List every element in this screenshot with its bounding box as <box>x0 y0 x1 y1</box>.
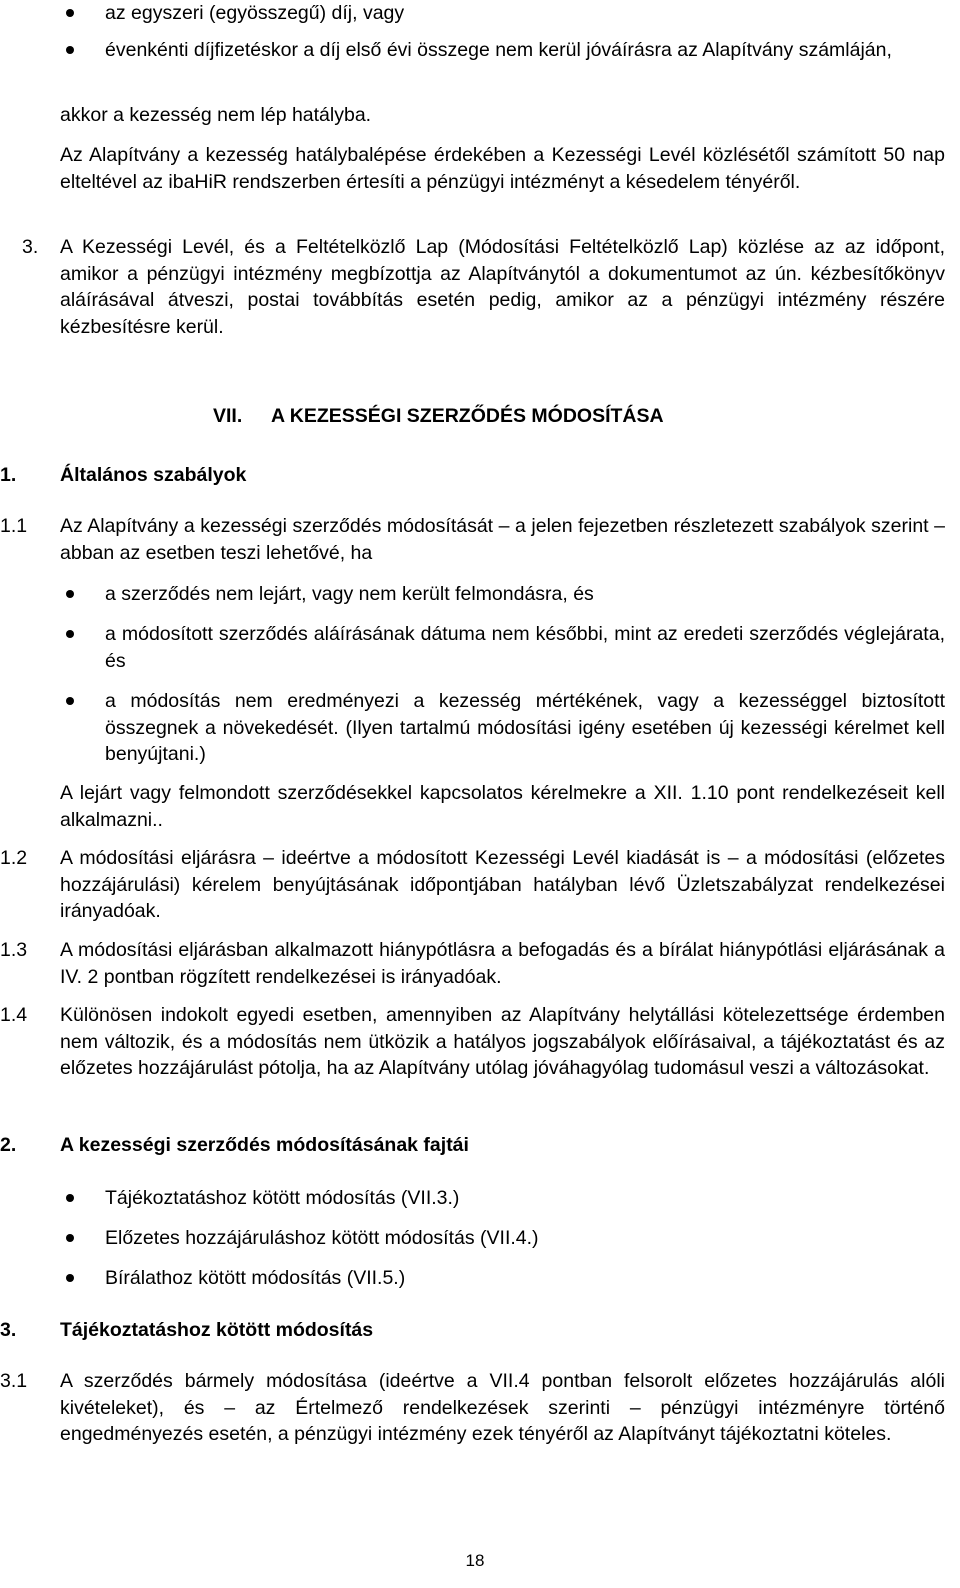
p11-bullet-3: a módosítás nem eredményezi a kezesség mértékének, vagy a kezességgel biztosított összegnek a növekedését. (Ilyen tartalmú módosítási igény esetében új kezességi kérelmet kell benyújtani.) <box>105 690 945 765</box>
p12-number: 1.2 <box>0 847 28 869</box>
intro-paragraph: Az Alapítvány a kezesség hatálybalépése érdekében a Kezességi Levél közlésétől számított 50 nap elteltével az ibaHiR rendszerben értesíti a pénzügyi intézményt a késedelem tényéről. <box>60 144 945 193</box>
p12-text: A módosítási eljárásra – ideértve a módosított Kezességi Levél kiadását is – a módosítási (előzetes hozzájárulási) kérelem benyújtásának időpontjában hatályban lévő Üzletszabályzat rendelkezései irányadóak. <box>60 847 945 922</box>
section-2-title: A kezességi szerződés módosításának fajtái <box>60 1134 469 1156</box>
bullet-dot <box>66 590 74 598</box>
p14-number: 1.4 <box>0 1004 28 1026</box>
section-2-bullet-1: Tájékoztatáshoz kötött módosítás (VII.3.) <box>105 1187 460 1209</box>
bullet-dot <box>66 630 74 638</box>
section-1-number: 1. <box>0 464 17 486</box>
p11-bullet-1: a szerződés nem lejárt, vagy nem került felmondásra, és <box>105 583 594 605</box>
section-2-bullet-2: Előzetes hozzájáruláshoz kötött módosítás (VII.4.) <box>105 1227 539 1249</box>
bullet-dot <box>66 1234 74 1242</box>
section-1-title: Általános szabályok <box>60 464 247 486</box>
intro-tail: akkor a kezesség nem lép hatályba. <box>60 104 372 126</box>
bullet-dot <box>66 9 74 17</box>
point-3-text: A Kezességi Levél, és a Feltételközlő Lap (Módosítási Feltételközlő Lap) közlése az az időpont, amikor a pénzügyi intézmény megbízottja az Alapítványtól a dokumentumot az ún. kézbesítőkönyv aláírásával átveszi, postai továbbítás esetén pedig, amikor az a pénzügyi intézmény részére kézbesítésre kerül. <box>60 236 945 338</box>
p13-number: 1.3 <box>0 939 28 961</box>
p11-number: 1.1 <box>0 515 28 537</box>
section-2-bullet-3: Bírálathoz kötött módosítás (VII.5.) <box>105 1267 406 1289</box>
chapter-number: VII. <box>213 405 243 427</box>
intro-bullet-1: az egyszeri (egyösszegű) díj, vagy <box>105 2 405 24</box>
p14-text: Különösen indokolt egyedi esetben, amennyiben az Alapítvány helytállási kötelezettsége érdemben nem változik, és a módosítás nem ütközik a hatályos jogszabályok előírásaival, a tájékoztatást és az előzetes hozzájárulást pótolja, ha az Alapítvány utólag jóváhagyólag tudomásul veszi a változásokat. <box>60 1004 945 1079</box>
p11-text: Az Alapítvány a kezességi szerződés módosítását – a jelen fejezetben részletezett szabályok szerint – abban az esetben teszi lehetővé, ha <box>60 515 945 564</box>
point-3-number: 3. <box>22 236 39 258</box>
bullet-dot <box>66 46 74 54</box>
p11-tail: A lejárt vagy felmondott szerződésekkel kapcsolatos kérelmekre a XII. 1.10 pont rendelkezéseit kell alkalmazni.. <box>60 782 945 831</box>
bullet-dot <box>66 697 74 705</box>
intro-bullet-2: évenkénti díjfizetéskor a díj első évi összege nem kerül jóváírásra az Alapítvány számláján, <box>105 39 892 61</box>
p31-text: A szerződés bármely módosítása (ideértve a VII.4 pontban felsorolt előzetes hozzájárulás alóli kivételeket), és – az Értelmező rendelkezések szerinti – pénzügyi intézményre történő engedményezés esetén, a pénzügyi intézmény ezek tényéről az Alapítványt tájékoztatni köteles. <box>60 1370 945 1445</box>
page-number: 18 <box>465 1551 485 1570</box>
p13-text: A módosítási eljárásban alkalmazott hiánypótlásra a befogadás és a bírálat hiánypótlási eljárásának a IV. 2 pontban rögzített rendelkezései is irányadóak. <box>60 939 945 988</box>
p31-number: 3.1 <box>0 1370 28 1392</box>
bullet-dot <box>66 1194 74 1202</box>
bullet-dot <box>66 1274 74 1282</box>
section-2-number: 2. <box>0 1134 17 1156</box>
chapter-title: A KEZESSÉGI SZERZŐDÉS MÓDOSÍTÁSA <box>271 405 664 427</box>
section-3-number: 3. <box>0 1319 17 1341</box>
section-3-title: Tájékoztatáshoz kötött módosítás <box>60 1319 374 1341</box>
p11-bullet-2: a módosított szerződés aláírásának dátuma nem későbbi, mint az eredeti szerződés véglejárata, és <box>105 623 945 672</box>
